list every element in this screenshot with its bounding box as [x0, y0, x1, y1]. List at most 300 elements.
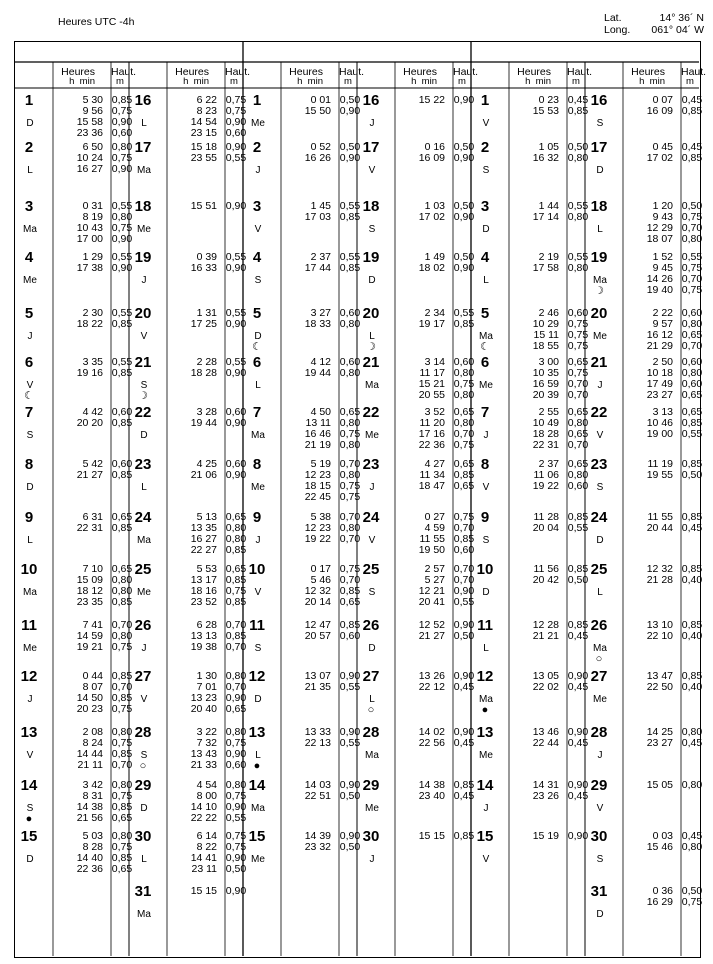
tide-time: 16 27	[76, 163, 103, 175]
day-entry	[359, 139, 475, 176]
tide-time: 2 50	[652, 356, 673, 368]
tide-height: 0,40	[681, 574, 703, 586]
tide-time: 14 50	[76, 692, 103, 704]
tide-time: 5 19	[310, 458, 331, 470]
weekday: Me	[251, 482, 265, 493]
tide-time: 14 10	[190, 801, 217, 813]
tide-time: 0 17	[310, 563, 331, 575]
tide-height: 0,80	[339, 318, 361, 330]
weekday: Me	[479, 750, 493, 761]
day-number: 6	[480, 354, 490, 371]
tide-time: 4 25	[196, 458, 217, 470]
tide-time: 3 52	[424, 406, 445, 418]
tide-height: 0,45	[567, 790, 589, 802]
weekday: S	[26, 803, 34, 814]
tide-height: 0,55	[225, 356, 247, 368]
tide-height: 0,75	[681, 211, 703, 223]
tide-time: 19 22	[532, 480, 559, 492]
tide-time: 2 57	[424, 563, 445, 575]
tide-height: 0,65	[567, 428, 589, 440]
tide-time: 2 30	[82, 307, 103, 319]
tide-time: 15 15	[418, 830, 445, 842]
tide-time: 6 50	[82, 141, 103, 153]
tide-height: 0,60	[681, 307, 703, 319]
tide-time: 1 44	[538, 200, 559, 212]
tide-time: 0 31	[82, 200, 103, 212]
tide-height: 0,90	[453, 211, 475, 223]
day-number: 25	[590, 561, 608, 578]
tide-height: 0,60	[225, 759, 247, 771]
tide-time: 7 10	[82, 563, 103, 575]
day-number: 23	[590, 456, 608, 473]
tide-time: 19 22	[304, 533, 331, 545]
tide-time: 22 31	[76, 522, 103, 534]
tide-height: 0,80	[111, 779, 133, 791]
tide-time: 22 12	[418, 681, 445, 693]
tide-height: 0,70	[681, 273, 703, 285]
day-number: 23	[134, 456, 152, 473]
tide-time: 18 16	[190, 585, 217, 597]
tide-height: 0,70	[453, 522, 475, 534]
tide-height: 0,75	[111, 790, 133, 802]
day-number: 19	[362, 249, 380, 266]
moon-phase-icon: ○	[367, 704, 375, 716]
tide-time: 0 07	[652, 94, 673, 106]
tide-time: 0 52	[310, 141, 331, 153]
day-entry	[245, 828, 361, 865]
weekday: V	[140, 694, 148, 705]
day-number: 30	[134, 828, 152, 845]
weekday: Ma	[23, 224, 37, 235]
day-entry	[245, 509, 361, 546]
tide-time: 10 24	[76, 152, 103, 164]
tide-time: 16 09	[418, 152, 445, 164]
day-entry	[245, 249, 361, 286]
day-entry	[131, 354, 247, 402]
weekday: L	[597, 224, 603, 235]
tide-height: 0,90	[339, 152, 361, 164]
weekday: L	[369, 331, 375, 342]
col-header-m: m	[344, 76, 352, 87]
tide-height: 0,50	[681, 200, 703, 212]
tide-time: 23 32	[304, 841, 331, 853]
tide-time: 18 47	[418, 480, 445, 492]
weekday: V	[482, 118, 490, 129]
tide-time: 5 46	[310, 574, 331, 586]
tide-height: 0,55	[339, 681, 361, 693]
tide-height: 0,80	[681, 318, 703, 330]
tide-time: 5 53	[196, 563, 217, 575]
day-number: 21	[362, 354, 380, 371]
day-entry	[131, 828, 247, 875]
tide-time: 17 00	[76, 233, 103, 245]
tide-time: 21 11	[77, 759, 103, 771]
weekday: D	[482, 587, 490, 598]
tide-time: 2 37	[538, 458, 559, 470]
tide-height: 0,45	[681, 737, 703, 749]
tide-height: 0,70	[453, 563, 475, 575]
tide-height: 0,40	[681, 630, 703, 642]
day-number: 27	[134, 668, 152, 685]
tide-time: 17 16	[418, 428, 445, 440]
tide-time: 15 51	[190, 200, 217, 212]
tide-height: 0,50	[339, 94, 361, 106]
moon-phase-icon: ☽	[594, 285, 604, 297]
tide-height: 0,70	[339, 533, 361, 545]
tide-height: 0,85	[453, 830, 475, 842]
tide-height: 0,90	[225, 141, 247, 153]
day-entry	[473, 668, 589, 716]
tide-time: 16 29	[646, 896, 673, 908]
moon-phase-icon: ☽	[366, 341, 376, 353]
tide-height: 0,45	[567, 94, 589, 106]
tide-height: 0,85	[111, 469, 133, 481]
tide-time: 23 40	[418, 790, 445, 802]
tide-height: 0,80	[681, 233, 703, 245]
tide-time: 9 45	[652, 262, 673, 274]
tide-height: 0,85	[339, 619, 361, 631]
weekday: L	[255, 380, 261, 391]
weekday: J	[141, 643, 147, 654]
tide-time: 10 35	[532, 367, 559, 379]
tide-height: 0,55	[339, 737, 361, 749]
tide-height: 0,80	[453, 367, 475, 379]
weekday: L	[483, 643, 489, 654]
day-entry	[245, 456, 361, 503]
day-number: 10	[476, 561, 494, 578]
tide-time: 6 31	[82, 511, 103, 523]
day-entry	[587, 354, 703, 401]
tide-time: 14 02	[418, 726, 445, 738]
day-entry	[473, 828, 589, 865]
tide-time: 5 13	[196, 511, 217, 523]
day-entry	[17, 404, 133, 441]
weekday: S	[140, 380, 148, 391]
tide-height: 0,60	[111, 458, 133, 470]
tide-height: 0,55	[225, 812, 247, 824]
weekday: D	[26, 854, 34, 865]
tide-height: 0,80	[453, 417, 475, 429]
tide-time: 11 56	[533, 563, 559, 575]
day-entry	[359, 668, 475, 716]
tide-time: 15 09	[76, 574, 103, 586]
tide-time: 18 28	[190, 367, 217, 379]
day-number: 22	[134, 404, 152, 421]
tide-height: 0,75	[339, 480, 361, 492]
tide-time: 18 33	[304, 318, 331, 330]
tide-time: 14 54	[190, 116, 217, 128]
day-entry	[473, 198, 589, 235]
tide-time: 20 40	[190, 703, 217, 715]
weekday: Ma	[137, 535, 151, 546]
day-entry	[473, 617, 589, 654]
tide-height: 0,85	[567, 105, 589, 117]
moon-phase-icon: ☾	[252, 341, 262, 353]
tide-time: 22 31	[532, 439, 559, 451]
tide-time: 22 44	[532, 737, 559, 749]
tide-height: 0,75	[111, 152, 133, 164]
tide-time: 23 27	[646, 389, 673, 401]
tide-time: 0 36	[652, 885, 673, 897]
tide-height: 0,75	[225, 105, 247, 117]
tide-time: 5 42	[82, 458, 103, 470]
day-number: 10	[248, 561, 266, 578]
tide-time: 0 44	[82, 670, 103, 682]
tide-height: 0,85	[111, 801, 133, 813]
day-number: 28	[590, 724, 608, 741]
weekday: S	[140, 750, 148, 761]
day-number: 3	[480, 198, 490, 215]
day-number: 28	[362, 724, 380, 741]
col-header-m: m	[458, 76, 466, 87]
weekday: Me	[365, 803, 379, 814]
day-entry	[17, 668, 133, 715]
weekday: S	[254, 275, 262, 286]
weekday: D	[368, 643, 376, 654]
day-number: 18	[590, 198, 608, 215]
col-header-haut: Haut.	[567, 66, 593, 78]
tide-time: 19 44	[304, 367, 331, 379]
col-header-heures: Heures	[289, 66, 323, 78]
day-entry	[587, 617, 703, 665]
tide-height: 0,75	[225, 94, 247, 106]
tide-time: 18 12	[76, 585, 103, 597]
tide-time: 20 04	[532, 522, 559, 534]
tide-time: 18 02	[418, 262, 445, 274]
day-number: 24	[134, 509, 152, 526]
tide-time: 12 52	[418, 619, 445, 631]
tide-height: 0,45	[453, 737, 475, 749]
day-number: 3	[24, 198, 34, 215]
tide-height: 0,70	[111, 759, 133, 771]
tide-height: 0,85	[567, 563, 589, 575]
tide-time: 8 19	[82, 211, 103, 223]
tide-height: 0,70	[339, 511, 361, 523]
day-number: 2	[480, 139, 490, 156]
tide-time: 20 55	[418, 389, 445, 401]
tide-height: 0,75	[111, 105, 133, 117]
tide-height: 0,80	[111, 141, 133, 153]
tide-height: 0,90	[225, 852, 247, 864]
day-entry	[131, 404, 247, 441]
tide-time: 13 26	[418, 670, 445, 682]
tide-time: 3 27	[310, 307, 331, 319]
day-number: 25	[362, 561, 380, 578]
tide-time: 13 23	[190, 692, 217, 704]
tide-height: 0,50	[339, 841, 361, 853]
tide-time: 23 27	[646, 737, 673, 749]
tide-time: 23 15	[190, 127, 217, 139]
day-entry	[245, 305, 361, 353]
moon-phase-icon: ○	[595, 653, 603, 665]
weekday: Me	[23, 275, 37, 286]
tide-time: 6 22	[196, 94, 217, 106]
tide-height: 0,90	[225, 417, 247, 429]
tide-height: 0,55	[567, 251, 589, 263]
weekday: D	[26, 118, 34, 129]
tide-height: 0,90	[339, 726, 361, 738]
tide-height: 0,90	[225, 367, 247, 379]
tide-time: 2 46	[538, 307, 559, 319]
tide-height: 0,75	[111, 841, 133, 853]
day-number: 4	[480, 249, 490, 266]
weekday: J	[597, 750, 603, 761]
tide-time: 6 28	[196, 619, 217, 631]
tide-height: 0,55	[681, 251, 703, 263]
day-number: 16	[590, 92, 608, 109]
weekday: Ma	[479, 694, 493, 705]
tide-time: 20 39	[532, 389, 559, 401]
day-entry	[131, 777, 247, 824]
day-number: 8	[24, 456, 34, 473]
tide-time: 6 14	[196, 830, 217, 842]
weekday: L	[483, 275, 489, 286]
tide-height: 0,65	[681, 329, 703, 341]
tide-height: 0,65	[225, 511, 247, 523]
weekday: D	[254, 694, 262, 705]
day-number: 12	[248, 668, 266, 685]
tide-height: 0,60	[567, 307, 589, 319]
tide-height: 0,65	[339, 596, 361, 608]
tide-height: 0,65	[111, 863, 133, 875]
day-number: 28	[134, 724, 152, 741]
tide-height: 0,85	[453, 318, 475, 330]
weekday: Me	[479, 380, 493, 391]
tide-time: 4 54	[196, 779, 217, 791]
col-header-h-min: h min	[69, 76, 95, 87]
tide-height: 0,70	[453, 574, 475, 586]
tide-time: 5 30	[82, 94, 103, 106]
day-entry	[359, 305, 475, 353]
tide-time: 19 55	[646, 469, 673, 481]
day-number: 27	[590, 668, 608, 685]
day-entry	[17, 509, 133, 546]
day-entry	[131, 883, 247, 920]
tide-height: 0,90	[225, 748, 247, 760]
day-entry	[359, 404, 475, 451]
tide-height: 0,85	[681, 417, 703, 429]
tide-height: 0,90	[453, 94, 475, 106]
tide-time: 14 03	[304, 779, 331, 791]
tide-height: 0,90	[567, 726, 589, 738]
tide-time: 1 03	[424, 200, 445, 212]
tide-time: 8 23	[196, 105, 217, 117]
day-number: 9	[480, 509, 490, 526]
weekday: L	[27, 165, 33, 176]
day-entry	[359, 92, 475, 129]
tide-time: 18 55	[532, 340, 559, 352]
day-entry	[359, 777, 475, 814]
tide-time: 12 23	[304, 522, 331, 534]
day-entry	[359, 456, 475, 493]
tide-height: 0,85	[681, 458, 703, 470]
tide-time: 11 55	[647, 511, 673, 523]
tide-height: 0,90	[111, 163, 133, 175]
tide-height: 0,65	[225, 703, 247, 715]
tide-height: 0,55	[225, 307, 247, 319]
tide-height: 0,85	[111, 748, 133, 760]
tide-time: 8 28	[82, 841, 103, 853]
weekday: Ma	[251, 430, 265, 441]
tide-time: 13 33	[304, 726, 331, 738]
tide-time: 15 19	[532, 830, 559, 842]
tide-height: 0,80	[567, 469, 589, 481]
weekday: Ma	[137, 909, 151, 920]
tide-time: 23 35	[76, 596, 103, 608]
tide-height: 0,80	[681, 367, 703, 379]
col-header-h-min: h min	[183, 76, 209, 87]
tide-time: 16 26	[304, 152, 331, 164]
tide-time: 12 29	[646, 222, 673, 234]
tide-time: 0 45	[652, 141, 673, 153]
tide-height: 0,65	[453, 406, 475, 418]
tide-time: 14 31	[532, 779, 559, 791]
day-entry	[131, 617, 247, 654]
moon-phase-icon: ●	[253, 760, 261, 772]
col-header-m: m	[116, 76, 124, 87]
tide-height: 0,45	[567, 737, 589, 749]
weekday: Ma	[23, 587, 37, 598]
day-entry	[17, 724, 133, 771]
weekday: S	[596, 118, 604, 129]
tide-height: 0,65	[681, 406, 703, 418]
tide-height: 0,60	[111, 406, 133, 418]
day-number: 20	[362, 305, 380, 322]
tide-height: 0,80	[111, 574, 133, 586]
tide-height: 0,75	[339, 563, 361, 575]
weekday: V	[482, 482, 490, 493]
tide-time: 17 02	[418, 211, 445, 223]
tide-height: 0,85	[339, 585, 361, 597]
tide-time: 22 36	[418, 439, 445, 451]
tide-time: 19 40	[646, 284, 673, 296]
tide-height: 0,75	[681, 896, 703, 908]
tide-height: 0,60	[681, 378, 703, 390]
tide-time: 16 32	[532, 152, 559, 164]
day-number: 24	[590, 509, 608, 526]
day-entry	[245, 404, 361, 451]
moon-phase-icon: ☾	[24, 390, 34, 402]
tide-time: 1 31	[196, 307, 217, 319]
weekday: S	[596, 854, 604, 865]
tide-time: 17 25	[190, 318, 217, 330]
weekday: J	[597, 380, 603, 391]
day-number: 15	[476, 828, 494, 845]
day-entry	[359, 354, 475, 401]
tide-height: 0,50	[225, 863, 247, 875]
tide-height: 0,75	[453, 511, 475, 523]
tide-time: 16 46	[304, 428, 331, 440]
day-number: 8	[252, 456, 262, 473]
day-entry	[587, 305, 703, 352]
tide-height: 0,40	[681, 681, 703, 693]
tide-height: 0,85	[111, 852, 133, 864]
tide-height: 0,60	[453, 544, 475, 556]
tide-time: 5 27	[424, 574, 445, 586]
tide-height: 0,45	[681, 94, 703, 106]
tide-height: 0,50	[453, 200, 475, 212]
tide-height: 0,65	[111, 812, 133, 824]
day-number: 11	[477, 617, 493, 634]
tide-height: 0,85	[339, 262, 361, 274]
day-number: 13	[20, 724, 38, 741]
tide-time: 15 15	[190, 885, 217, 897]
col-header-haut: Haut.	[453, 66, 479, 78]
tide-height: 0,75	[225, 790, 247, 802]
tide-height: 0,50	[567, 141, 589, 153]
tide-time: 20 14	[304, 596, 331, 608]
col-header-heures: Heures	[175, 66, 209, 78]
